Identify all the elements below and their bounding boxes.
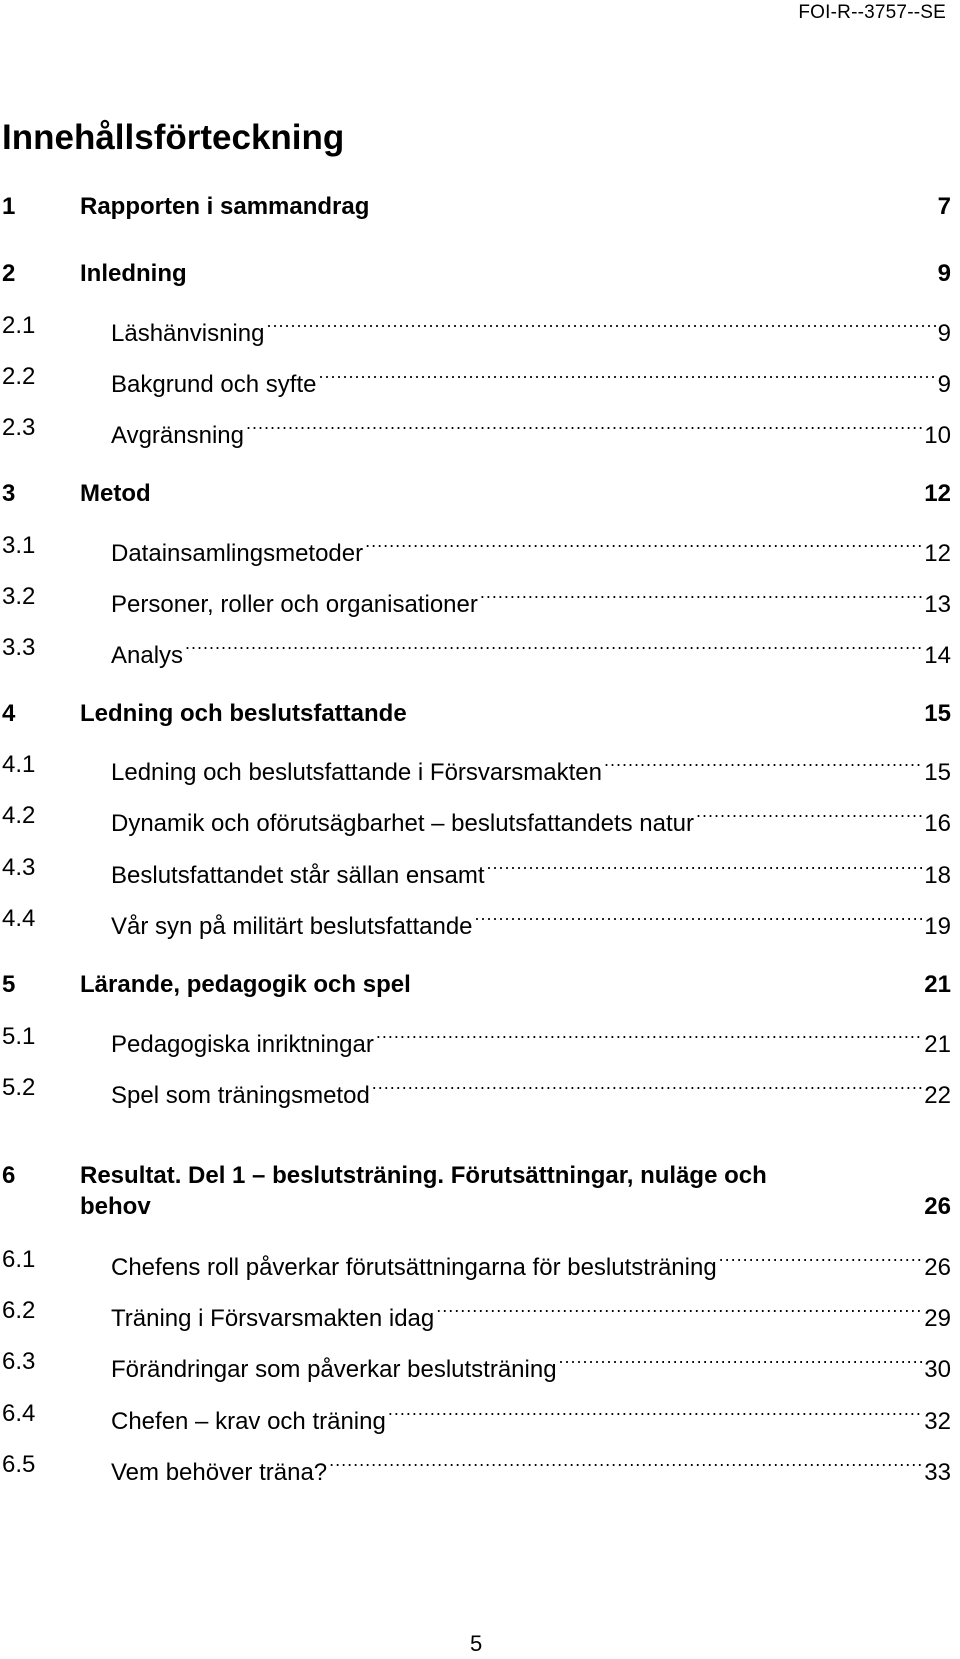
entry-page: 21 <box>924 971 951 998</box>
entry-page: 22 <box>924 1082 951 1109</box>
entry-number: 4.4 <box>2 905 36 932</box>
entry-number: 5 <box>2 971 16 998</box>
entry-number: 4.3 <box>2 854 36 881</box>
entry-title: Beslutsfattandet står sällan ensamt <box>111 862 485 889</box>
dot-leader <box>246 413 922 443</box>
entry-number: 5.2 <box>2 1074 36 1101</box>
entry-title: Analys <box>111 642 184 669</box>
entry-page: 29 <box>924 1305 951 1332</box>
entry-title: Avgränsning <box>111 422 244 449</box>
entry-number: 4.1 <box>2 751 36 778</box>
dot-leader <box>480 582 922 612</box>
entry-number: 6.5 <box>2 1451 36 1478</box>
entry-number: 3.2 <box>2 583 36 610</box>
entry-page: 12 <box>924 480 951 507</box>
dot-leader <box>487 853 923 883</box>
dot-leader <box>318 362 935 392</box>
entry-number: 6.2 <box>2 1297 36 1324</box>
dot-leader <box>365 531 922 561</box>
entry-number: 6 <box>2 1162 16 1189</box>
entry-page: 33 <box>924 1459 951 1486</box>
entry-number: 3 <box>2 480 16 507</box>
entry-number: 2.2 <box>2 363 36 390</box>
entry-title: Datainsamlingsmetoder <box>111 540 364 567</box>
dot-leader <box>372 1073 923 1103</box>
entry-page: 7 <box>937 193 951 220</box>
entry-title: Rapporten i sammandrag <box>80 193 370 220</box>
entry-page: 13 <box>924 591 951 618</box>
dot-leader <box>719 1245 923 1275</box>
entry-number: 4 <box>2 700 16 727</box>
entry-number: 2.3 <box>2 414 36 441</box>
entry-title: Läshänvisning <box>111 320 265 347</box>
entry-page: 16 <box>924 810 951 837</box>
entry-page: 14 <box>924 642 951 669</box>
dot-leader <box>475 904 923 934</box>
dot-leader <box>696 801 922 831</box>
entry-title: Metod <box>80 480 151 507</box>
entry-title: Resultat. Del 1 – beslutsträning. Förutsättningar, nuläge och <box>80 1162 767 1189</box>
entry-title: Vår syn på militärt beslutsfattande <box>111 913 473 940</box>
entry-page: 15 <box>924 700 951 727</box>
entry-number: 4.2 <box>2 802 36 829</box>
dot-leader <box>604 750 922 780</box>
entry-page: 18 <box>924 862 951 889</box>
entry-title: Inledning <box>80 260 187 287</box>
entry-title: Förändringar som påverkar beslutsträning <box>111 1356 557 1383</box>
entry-page: 9 <box>937 371 951 398</box>
entry-title: Chefens roll påverkar förutsättningarna för beslutsträning <box>111 1254 717 1281</box>
entry-number: 3.1 <box>2 532 36 559</box>
entry-page: 26 <box>924 1193 951 1220</box>
entry-page: 30 <box>924 1356 951 1383</box>
entry-title: Bakgrund och syfte <box>111 371 317 398</box>
entry-title: Lärande, pedagogik och spel <box>80 971 411 998</box>
dot-leader <box>388 1399 922 1429</box>
dot-leader <box>185 633 922 663</box>
entry-title: Ledning och beslutsfattande i Försvarsmakten <box>111 759 602 786</box>
dot-leader <box>559 1347 923 1377</box>
entry-title-continued: behov <box>80 1193 151 1220</box>
entry-page: 10 <box>924 422 951 449</box>
dot-leader <box>329 1450 922 1480</box>
dot-leader <box>266 311 935 341</box>
entry-number: 2 <box>2 260 16 287</box>
entry-title: Ledning och beslutsfattande <box>80 700 407 727</box>
entry-number: 6.3 <box>2 1348 36 1375</box>
entry-number: 6.4 <box>2 1400 36 1427</box>
dot-leader <box>376 1022 922 1052</box>
entry-page: 9 <box>937 320 951 347</box>
dot-leader <box>436 1296 922 1326</box>
entry-page: 21 <box>924 1031 951 1058</box>
page-number: 5 <box>470 1631 483 1656</box>
entry-page: 12 <box>924 540 951 567</box>
entry-title: Dynamik och oförutsägbarhet – beslutsfattandets natur <box>111 810 695 837</box>
report-id: FOI-R--3757--SE <box>798 2 946 23</box>
entry-title: Vem behöver träna? <box>111 1459 328 1486</box>
entry-page: 19 <box>924 913 951 940</box>
entry-title: Träning i Försvarsmakten idag <box>111 1305 435 1332</box>
entry-number: 2.1 <box>2 312 36 339</box>
entry-title: Spel som träningsmetod <box>111 1082 370 1109</box>
entry-page: 15 <box>924 759 951 786</box>
entry-title: Chefen – krav och träning <box>111 1408 386 1435</box>
entry-number: 3.3 <box>2 634 36 661</box>
entry-page: 26 <box>924 1254 951 1281</box>
page-title: Innehållsförteckning <box>2 118 345 157</box>
entry-number: 5.1 <box>2 1023 36 1050</box>
entry-page: 32 <box>924 1408 951 1435</box>
entry-title: Pedagogiska inriktningar <box>111 1031 374 1058</box>
entry-number: 1 <box>2 193 16 220</box>
entry-page: 9 <box>937 260 951 287</box>
entry-title: Personer, roller och organisationer <box>111 591 478 618</box>
entry-number: 6.1 <box>2 1246 36 1273</box>
